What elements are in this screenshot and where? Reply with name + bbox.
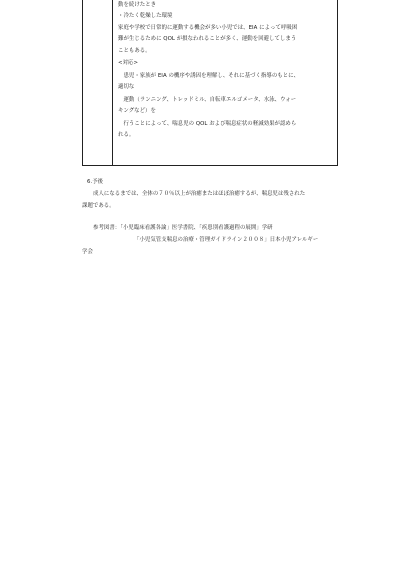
cell-line: 難が生じるために QOL が損なわれることが多く、運動を回避してしまう	[118, 36, 297, 42]
prognosis-text-line: 課題である。	[82, 203, 115, 209]
cell-line: ・冷たく乾燥した環境	[118, 13, 173, 19]
references-line: 参考図書：「小児臨床看護各論」医学書院、「疾患別看護過程の展開」学研	[93, 225, 273, 231]
cell-line: 動を続けたとき	[118, 2, 157, 8]
prognosis-text-line: 成人になるまでは、全体の７０％以上が治癒またはほぼ治癒するが、喘息児は残された	[93, 191, 306, 197]
cell-line: 患児・家族が EIA の機序や誘因を理解し、それに基づく指導のもとに、	[118, 73, 300, 79]
references-line: 「小児気管支喘息の治療・管理ガイドライン２００８」日本小児アレルギー	[134, 237, 319, 243]
cell-line: キングなど）を	[118, 108, 156, 114]
cell-line: 適切な	[118, 84, 135, 90]
cell-line: こともある。	[118, 48, 151, 54]
table-column-divider	[112, 0, 113, 166]
references-line: 学会	[82, 249, 93, 255]
cell-line: 家庭や学校で日常的に運動する機会が多い小児では、EIA によって呼吸困	[118, 25, 298, 31]
cell-line: 行うことによって、喘息児の QOL および喘息症状の軽減効果が認めら	[118, 121, 297, 127]
cell-line: 運動（ランニング、トレッドミル、自転車エルゴメータ、水泳、ウォー	[118, 97, 297, 103]
cell-line: <対応>	[118, 60, 139, 66]
cell-line: れる。	[118, 132, 135, 138]
prognosis-heading: 6.予後	[87, 179, 104, 185]
